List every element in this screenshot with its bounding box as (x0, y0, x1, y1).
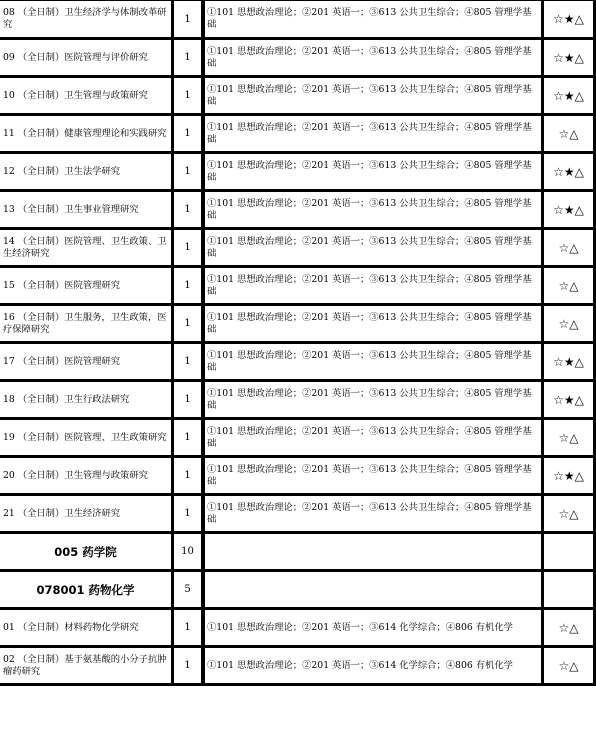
count-cell: 1 (174, 116, 204, 154)
subjects-cell (204, 268, 544, 306)
subjects-cell (204, 116, 544, 154)
department-row-empty-marks (544, 534, 596, 572)
marks-text: ☆★△ (553, 164, 584, 179)
subjects-text: ①101 思想政治理论；②201 英语一；③613 公共卫生综合；④805 管理学基础 (207, 387, 532, 411)
major-row-empty-cell (204, 572, 544, 610)
marks-text: ☆★△ (553, 354, 584, 369)
marks-cell (544, 268, 596, 306)
table-row (0, 116, 596, 154)
major-row-title: 078001 药物化学 (36, 582, 135, 597)
direction-cell (0, 458, 174, 496)
department-row-empty-cell (204, 534, 544, 572)
table-row (0, 192, 596, 230)
table-row (0, 420, 596, 458)
subjects-cell (204, 420, 544, 458)
major-row-count-cell: 5 (174, 572, 204, 610)
subjects-cell (204, 458, 544, 496)
marks-cell (544, 382, 596, 420)
marks-cell (544, 458, 596, 496)
direction-text: 02 （全日制）基于氨基酸的小分子抗肿瘤药研究 (3, 653, 167, 677)
direction-cell (0, 78, 174, 116)
table-row (0, 268, 596, 306)
marks-cell (544, 40, 596, 78)
marks-text: ☆△ (558, 126, 579, 141)
count-cell: 1 (174, 268, 204, 306)
count-cell: 1 (174, 40, 204, 78)
subjects-cell (204, 496, 544, 534)
subjects-text: ①101 思想政治理论；②201 英语一；③613 公共卫生综合；④805 管理学基础 (207, 463, 532, 487)
subjects-text: ①101 思想政治理论；②201 英语一；③613 公共卫生综合；④805 管理学基础 (207, 425, 532, 449)
marks-text: ☆△ (558, 620, 579, 635)
count-cell: 1 (174, 496, 204, 534)
subjects-cell (204, 40, 544, 78)
table-row (0, 78, 596, 116)
table-row (0, 306, 596, 344)
direction-cell (0, 0, 174, 40)
table-row (0, 0, 596, 40)
direction-text: 17 （全日制）医院管理研究 (3, 355, 121, 367)
subjects-text: ①101 思想政治理论；②201 英语一；③614 化学综合；④806 有机化学 (207, 621, 513, 633)
subjects-text: ①101 思想政治理论；②201 英语一；③613 公共卫生综合；④805 管理学基础 (207, 159, 532, 183)
marks-cell (544, 420, 596, 458)
direction-text: 16 （全日制）卫生服务，卫生政策，医疗保障研究 (3, 311, 167, 335)
subjects-text: ①101 思想政治理论；②201 英语一；③613 公共卫生综合；④805 管理学基础 (207, 501, 532, 525)
department-row (0, 534, 596, 572)
direction-cell (0, 648, 174, 686)
subjects-cell (204, 610, 544, 648)
table-row (0, 610, 596, 648)
subjects-text: ①101 思想政治理论；②201 英语一；③613 公共卫生综合；④805 管理学基础 (207, 349, 532, 373)
direction-text: 12 （全日制）卫生法学研究 (3, 165, 121, 177)
marks-cell (544, 78, 596, 116)
subjects-text: ①101 思想政治理论；②201 英语一；③613 公共卫生综合；④805 管理学基础 (207, 83, 532, 107)
count-cell: 1 (174, 610, 204, 648)
count-cell: 1 (174, 154, 204, 192)
marks-text: ☆★△ (553, 50, 584, 65)
major-row (0, 572, 596, 610)
department-row-title-cell (0, 534, 174, 572)
count-cell: 1 (174, 344, 204, 382)
marks-cell (544, 648, 596, 686)
subjects-cell (204, 0, 544, 40)
direction-cell (0, 344, 174, 382)
subjects-text: ①101 思想政治理论；②201 英语一；③614 化学综合；④806 有机化学 (207, 659, 513, 671)
count-cell: 1 (174, 458, 204, 496)
marks-text: ☆★△ (553, 392, 584, 407)
marks-cell (544, 610, 596, 648)
marks-text: ☆△ (558, 506, 579, 521)
subjects-text: ①101 思想政治理论；②201 英语一；③613 公共卫生综合；④805 管理学基础 (207, 235, 532, 259)
subjects-text: ①101 思想政治理论；②201 英语一；③613 公共卫生综合；④805 管理学基础 (207, 7, 532, 30)
subjects-cell (204, 154, 544, 192)
direction-text: 18 （全日制）卫生行政法研究 (3, 393, 130, 405)
direction-text: 08 （全日制）卫生经济学与体制改革研究 (3, 7, 167, 30)
direction-text: 19 （全日制）医院管理、卫生政策研究 (3, 431, 167, 443)
marks-text: ☆△ (558, 240, 579, 255)
subjects-cell (204, 382, 544, 420)
direction-cell (0, 382, 174, 420)
subjects-cell (204, 344, 544, 382)
count-cell: 1 (174, 192, 204, 230)
direction-text: 10 （全日制）卫生管理与政策研究 (3, 89, 148, 101)
direction-cell (0, 154, 174, 192)
count-cell: 1 (174, 306, 204, 344)
direction-cell (0, 496, 174, 534)
subjects-text: ①101 思想政治理论；②201 英语一；③613 公共卫生综合；④805 管理学基础 (207, 45, 532, 69)
count-cell: 1 (174, 420, 204, 458)
count-cell: 1 (174, 382, 204, 420)
direction-text: 21 （全日制）卫生经济研究 (3, 507, 121, 519)
count-cell: 1 (174, 648, 204, 686)
table-row (0, 458, 596, 496)
marks-text: ☆★△ (553, 202, 584, 217)
subjects-cell (204, 648, 544, 686)
marks-text: ☆△ (558, 278, 579, 293)
marks-text: ☆△ (558, 316, 579, 331)
marks-cell (544, 306, 596, 344)
marks-cell (544, 344, 596, 382)
direction-cell (0, 306, 174, 344)
table-row (0, 382, 596, 420)
direction-text: 09 （全日制）医院管理与评价研究 (3, 51, 148, 63)
table-row (0, 496, 596, 534)
marks-text: ☆★△ (553, 88, 584, 103)
major-row-empty-marks (544, 572, 596, 610)
table-row (0, 154, 596, 192)
direction-cell (0, 192, 174, 230)
subjects-cell (204, 230, 544, 268)
subjects-cell (204, 78, 544, 116)
direction-cell (0, 230, 174, 268)
marks-cell (544, 154, 596, 192)
marks-cell (544, 230, 596, 268)
table-row (0, 40, 596, 78)
direction-text: 13 （全日制）卫生事业管理研究 (3, 203, 139, 215)
marks-cell (544, 496, 596, 534)
marks-cell (544, 192, 596, 230)
marks-cell (544, 116, 596, 154)
direction-text: 11 （全日制）健康管理理论和实践研究 (3, 127, 167, 139)
major-row-title-cell (0, 572, 174, 610)
marks-cell (544, 0, 596, 40)
count-cell: 1 (174, 0, 204, 40)
department-row-count-cell: 10 (174, 534, 204, 572)
subjects-cell (204, 306, 544, 344)
direction-text: 14 （全日制）医院管理、卫生政策、卫生经济研究 (3, 235, 167, 259)
direction-text: 01 （全日制）材料药物化学研究 (3, 621, 139, 633)
direction-cell (0, 116, 174, 154)
direction-cell (0, 420, 174, 458)
department-row-title: 005 药学院 (54, 544, 117, 559)
subjects-text: ①101 思想政治理论；②201 英语一；③613 公共卫生综合；④805 管理学基础 (207, 311, 532, 335)
table-row (0, 230, 596, 268)
marks-text: ☆△ (558, 658, 579, 673)
marks-text: ☆★△ (553, 12, 584, 26)
subjects-text: ①101 思想政治理论；②201 英语一；③613 公共卫生综合；④805 管理学基础 (207, 273, 532, 297)
direction-cell (0, 610, 174, 648)
direction-cell (0, 40, 174, 78)
direction-cell (0, 268, 174, 306)
table-row (0, 344, 596, 382)
subjects-text: ①101 思想政治理论；②201 英语一；③613 公共卫生综合；④805 管理学基础 (207, 197, 532, 221)
count-cell: 1 (174, 230, 204, 268)
direction-text: 15 （全日制）医院管理研究 (3, 279, 121, 291)
subjects-text: ①101 思想政治理论；②201 英语一；③613 公共卫生综合；④805 管理学基础 (207, 121, 532, 145)
direction-text: 20 （全日制）卫生管理与政策研究 (3, 469, 148, 481)
count-cell: 1 (174, 78, 204, 116)
subjects-cell (204, 192, 544, 230)
marks-text: ☆△ (558, 430, 579, 445)
table-row (0, 648, 596, 686)
marks-text: ☆★△ (553, 468, 584, 483)
